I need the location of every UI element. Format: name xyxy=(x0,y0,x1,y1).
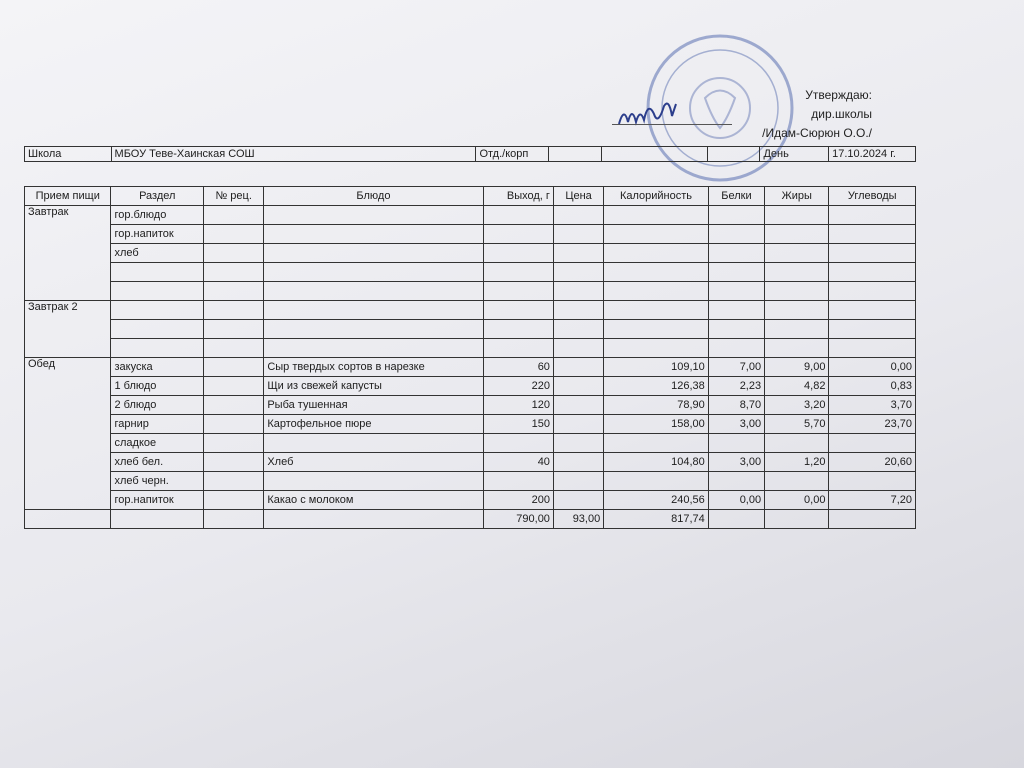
section-cell: 1 блюдо xyxy=(111,377,204,396)
table-row xyxy=(25,453,916,472)
table-row xyxy=(25,434,916,453)
kcal-cell: 126,38 xyxy=(604,377,709,396)
dish-cell: Картофельное пюре xyxy=(264,415,483,434)
table-row xyxy=(25,491,916,510)
kcal-cell xyxy=(604,472,709,491)
date-value: 17.10.2024 г. xyxy=(829,147,916,162)
table-row xyxy=(25,206,916,225)
school-name: МБОУ Теве-Хаинская СОШ xyxy=(111,147,476,162)
section-cell xyxy=(111,282,204,301)
col-price: Цена xyxy=(553,187,603,206)
carbs-cell xyxy=(829,434,916,453)
dish-cell: Какао с молоком xyxy=(264,491,483,510)
col-carbs: Углеводы xyxy=(829,187,916,206)
col-section: Раздел xyxy=(111,187,204,206)
dish-cell: Сыр твердых сортов в нарезке xyxy=(264,358,483,377)
carbs-cell: 0,83 xyxy=(829,377,916,396)
dish-cell: Рыба тушенная xyxy=(264,396,483,415)
col-dish: Блюдо xyxy=(264,187,483,206)
section-cell: гарнир xyxy=(111,415,204,434)
yield-cell: 60 xyxy=(483,358,553,377)
table-row xyxy=(25,263,916,282)
yield-cell: 150 xyxy=(483,415,553,434)
table-row xyxy=(25,396,916,415)
dish-cell xyxy=(264,434,483,453)
totals-row xyxy=(25,510,916,529)
yield-cell xyxy=(483,434,553,453)
section-cell xyxy=(111,263,204,282)
protein-cell xyxy=(708,472,764,491)
school-label: Школа xyxy=(25,147,112,162)
header-table xyxy=(24,146,916,162)
col-yield: Выход, г xyxy=(483,187,553,206)
section-cell: хлеб xyxy=(111,244,204,263)
carbs-cell: 0,00 xyxy=(829,358,916,377)
protein-cell: 3,00 xyxy=(708,415,764,434)
signature xyxy=(614,96,694,136)
protein-cell xyxy=(708,434,764,453)
approval-name: /Идам-Сюрюн О.О./ xyxy=(762,126,872,140)
table-row xyxy=(25,320,916,339)
kcal-cell: 78,90 xyxy=(604,396,709,415)
dish-cell: Хлеб xyxy=(264,453,483,472)
table-row xyxy=(25,339,916,358)
yield-cell: 200 xyxy=(483,491,553,510)
signature-line xyxy=(612,124,732,125)
dept-value xyxy=(549,147,602,162)
table-row xyxy=(25,282,916,301)
kcal-cell: 158,00 xyxy=(604,415,709,434)
total-price: 93,00 xyxy=(553,510,603,529)
fat-cell: 5,70 xyxy=(765,415,829,434)
approval-position: дир.школы xyxy=(811,107,872,121)
menu-table xyxy=(24,186,916,529)
carbs-cell: 20,60 xyxy=(829,453,916,472)
yield-cell: 40 xyxy=(483,453,553,472)
section-cell: гор.блюдо xyxy=(111,206,204,225)
carbs-cell: 7,20 xyxy=(829,491,916,510)
fat-cell: 3,20 xyxy=(765,396,829,415)
protein-cell: 8,70 xyxy=(708,396,764,415)
yield-cell xyxy=(483,472,553,491)
kcal-cell: 240,56 xyxy=(604,491,709,510)
kcal-cell: 109,10 xyxy=(604,358,709,377)
fat-cell: 0,00 xyxy=(765,491,829,510)
col-meal: Прием пищи xyxy=(25,187,111,206)
section-cell: гор.напиток xyxy=(111,491,204,510)
carbs-cell: 3,70 xyxy=(829,396,916,415)
dish-cell: Щи из свежей капусты xyxy=(264,377,483,396)
dish-cell xyxy=(264,472,483,491)
protein-cell: 0,00 xyxy=(708,491,764,510)
col-kcal: Калорийность xyxy=(604,187,709,206)
section-cell: 2 блюдо xyxy=(111,396,204,415)
fat-cell xyxy=(765,434,829,453)
section-cell: закуска xyxy=(111,358,204,377)
total-yield: 790,00 xyxy=(483,510,553,529)
table-row xyxy=(25,415,916,434)
table-row xyxy=(25,301,916,320)
table-row xyxy=(25,377,916,396)
yield-cell: 220 xyxy=(483,377,553,396)
approval-title: Утверждаю: xyxy=(805,88,872,102)
section-cell: хлеб бел. xyxy=(111,453,204,472)
dept-label: Отд./корп xyxy=(476,147,549,162)
fat-cell: 4,82 xyxy=(765,377,829,396)
col-fat: Жиры xyxy=(765,187,829,206)
table-row xyxy=(25,225,916,244)
blank-cell xyxy=(601,147,707,162)
fat-cell: 9,00 xyxy=(765,358,829,377)
total-kcal: 817,74 xyxy=(604,510,709,529)
meal-breakfast-2: Завтрак 2 xyxy=(25,301,111,358)
fat-cell xyxy=(765,472,829,491)
protein-cell: 2,23 xyxy=(708,377,764,396)
column-headers xyxy=(25,187,916,206)
carbs-cell xyxy=(829,472,916,491)
carbs-cell: 23,70 xyxy=(829,415,916,434)
section-cell: сладкое xyxy=(111,434,204,453)
yield-cell: 120 xyxy=(483,396,553,415)
col-protein: Белки xyxy=(708,187,764,206)
blank-cell xyxy=(707,147,760,162)
protein-cell: 3,00 xyxy=(708,453,764,472)
table-row xyxy=(25,472,916,491)
table-row xyxy=(25,244,916,263)
meal-lunch: Обед xyxy=(25,358,111,510)
kcal-cell: 104,80 xyxy=(604,453,709,472)
fat-cell: 1,20 xyxy=(765,453,829,472)
col-recipe: № рец. xyxy=(204,187,264,206)
approval-block xyxy=(722,86,872,143)
section-cell: хлеб черн. xyxy=(111,472,204,491)
day-label: День xyxy=(760,147,829,162)
table-row xyxy=(25,358,916,377)
kcal-cell xyxy=(604,434,709,453)
section-cell: гор.напиток xyxy=(111,225,204,244)
meal-breakfast: Завтрак xyxy=(25,206,111,301)
protein-cell: 7,00 xyxy=(708,358,764,377)
